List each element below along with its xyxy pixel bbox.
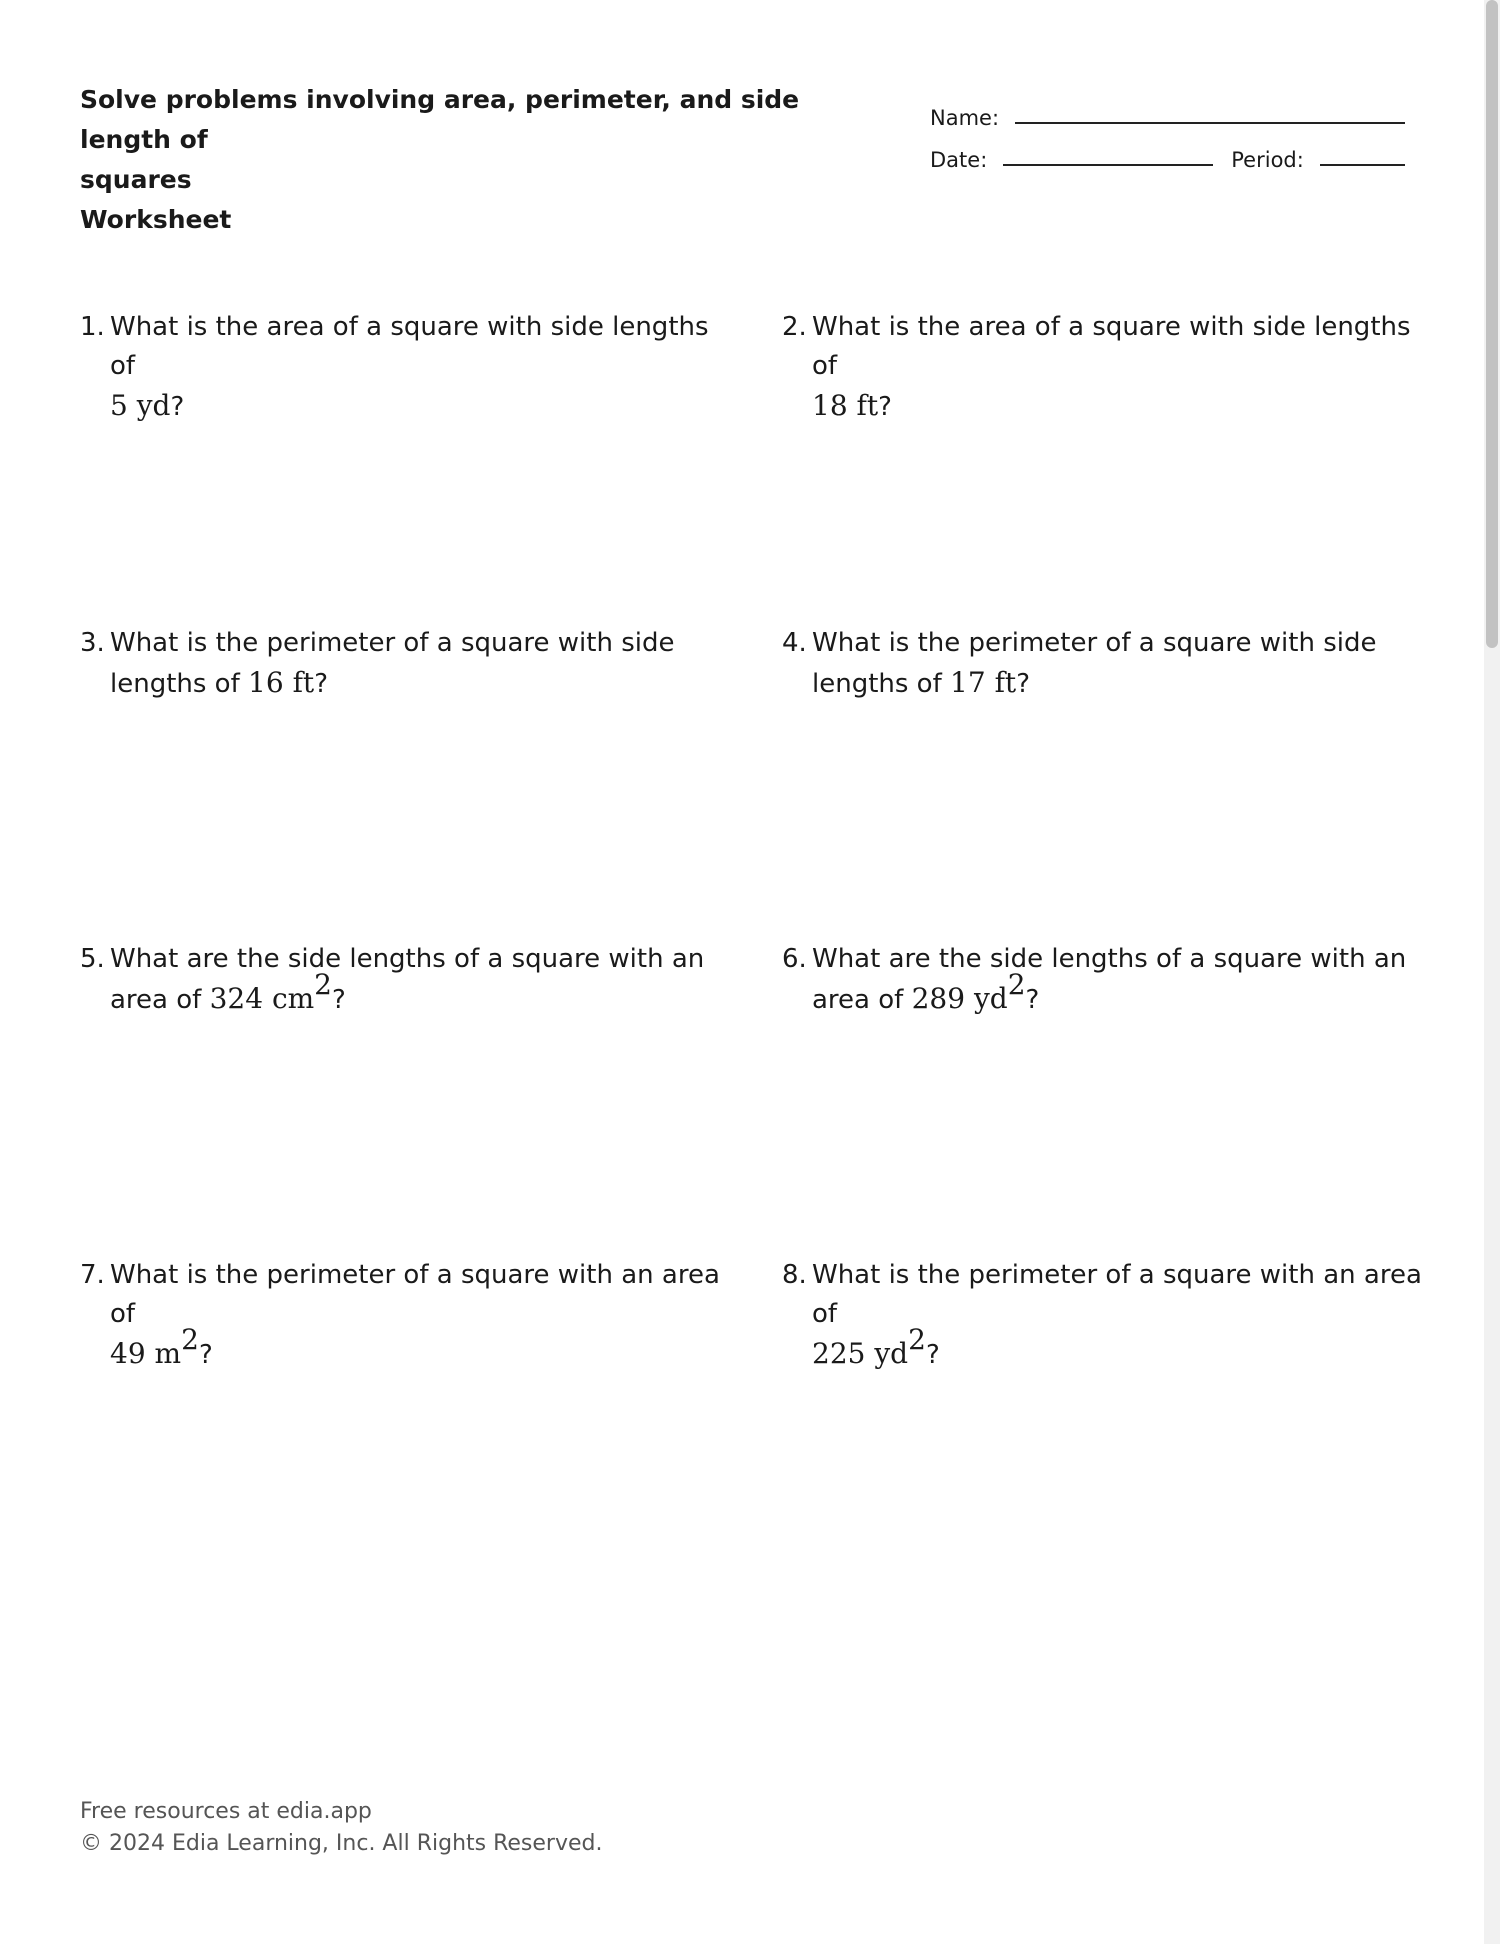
date-label: Date: (930, 148, 988, 172)
question-text: What is the perimeter of a square with side (812, 628, 1377, 658)
title-line-3: Worksheet (80, 205, 232, 234)
name-line (1015, 122, 1405, 124)
question-number: 6. (782, 944, 807, 974)
math-unit: yd (136, 389, 171, 422)
question-suffix: ? (1016, 669, 1030, 699)
question-prefix: area of (110, 985, 210, 1015)
question-suffix: ? (314, 669, 328, 699)
question-number: 3. (80, 628, 105, 658)
math-exponent: 2 (908, 1323, 926, 1357)
question-2 (782, 308, 1422, 427)
question-suffix: ? (878, 392, 892, 422)
question-prefix: lengths of (812, 669, 951, 699)
student-info-fields (930, 88, 1405, 172)
math-unit: cm (271, 982, 315, 1015)
name-label: Name: (930, 106, 1000, 130)
question-number: 1. (80, 312, 105, 342)
period-label: Period: (1231, 148, 1304, 172)
scrollbar-thumb[interactable] (1486, 0, 1498, 648)
question-8 (782, 1256, 1422, 1375)
footer-copyright: © 2024 Edia Learning, Inc. All Rights Reserved. (80, 1831, 603, 1856)
math-value: 225 (812, 1337, 866, 1370)
footer-resources: Free resources at edia.app (80, 1799, 372, 1824)
name-field-row (930, 88, 1405, 130)
math-value: 17 (950, 666, 986, 699)
date-line (1003, 164, 1213, 166)
question-text: What are the side lengths of a square with an (812, 944, 1407, 974)
math-unit: ft (994, 666, 1017, 699)
question-5 (80, 940, 720, 1020)
math-value: 16 (248, 666, 284, 699)
math-exponent: 2 (314, 968, 332, 1002)
question-suffix: ? (925, 1340, 940, 1370)
question-number: 2. (782, 312, 807, 342)
math-value: 5 (110, 389, 128, 422)
math-unit: yd (874, 1337, 909, 1370)
title-line-2: squares (80, 165, 192, 194)
question-suffix: ? (170, 392, 185, 422)
question-text: What is the perimeter of a square with side (110, 628, 675, 658)
question-3 (80, 624, 720, 704)
math-exponent: 2 (181, 1323, 199, 1357)
question-7 (80, 1256, 720, 1375)
question-6 (782, 940, 1422, 1020)
question-suffix: ? (332, 985, 346, 1015)
question-text: What is the area of a square with side lengths of (812, 312, 1411, 381)
question-4 (782, 624, 1422, 704)
math-unit: ft (292, 666, 315, 699)
question-prefix: area of (812, 985, 912, 1015)
math-value: 18 (812, 389, 848, 422)
math-value: 324 (209, 982, 264, 1015)
title-line-1: Solve problems involving area, perimeter, and side length of (80, 85, 800, 154)
question-text: What is the perimeter of a square with an area of (812, 1260, 1422, 1329)
question-number: 5. (80, 944, 105, 974)
date-period-field-row (930, 130, 1405, 172)
math-exponent: 2 (1007, 968, 1026, 1002)
question-suffix: ? (1025, 985, 1040, 1015)
math-unit: m (154, 1337, 182, 1370)
math-value: 289 (911, 982, 966, 1015)
question-text: What are the side lengths of a square with an (110, 944, 705, 974)
question-number: 7. (80, 1260, 105, 1290)
math-unit: yd (973, 982, 1008, 1015)
math-value: 49 (110, 1337, 146, 1370)
worksheet-title (80, 80, 880, 240)
question-suffix: ? (198, 1340, 213, 1370)
period-line (1320, 164, 1405, 166)
question-number: 8. (782, 1260, 807, 1290)
question-1 (80, 308, 720, 427)
vertical-scrollbar[interactable] (1484, 0, 1500, 1944)
question-prefix: lengths of (110, 669, 249, 699)
math-unit: ft (856, 389, 879, 422)
footer (80, 1796, 602, 1860)
question-number: 4. (782, 628, 807, 658)
question-text: What is the area of a square with side lengths of (110, 312, 709, 381)
question-text: What is the perimeter of a square with an area of (110, 1260, 720, 1329)
